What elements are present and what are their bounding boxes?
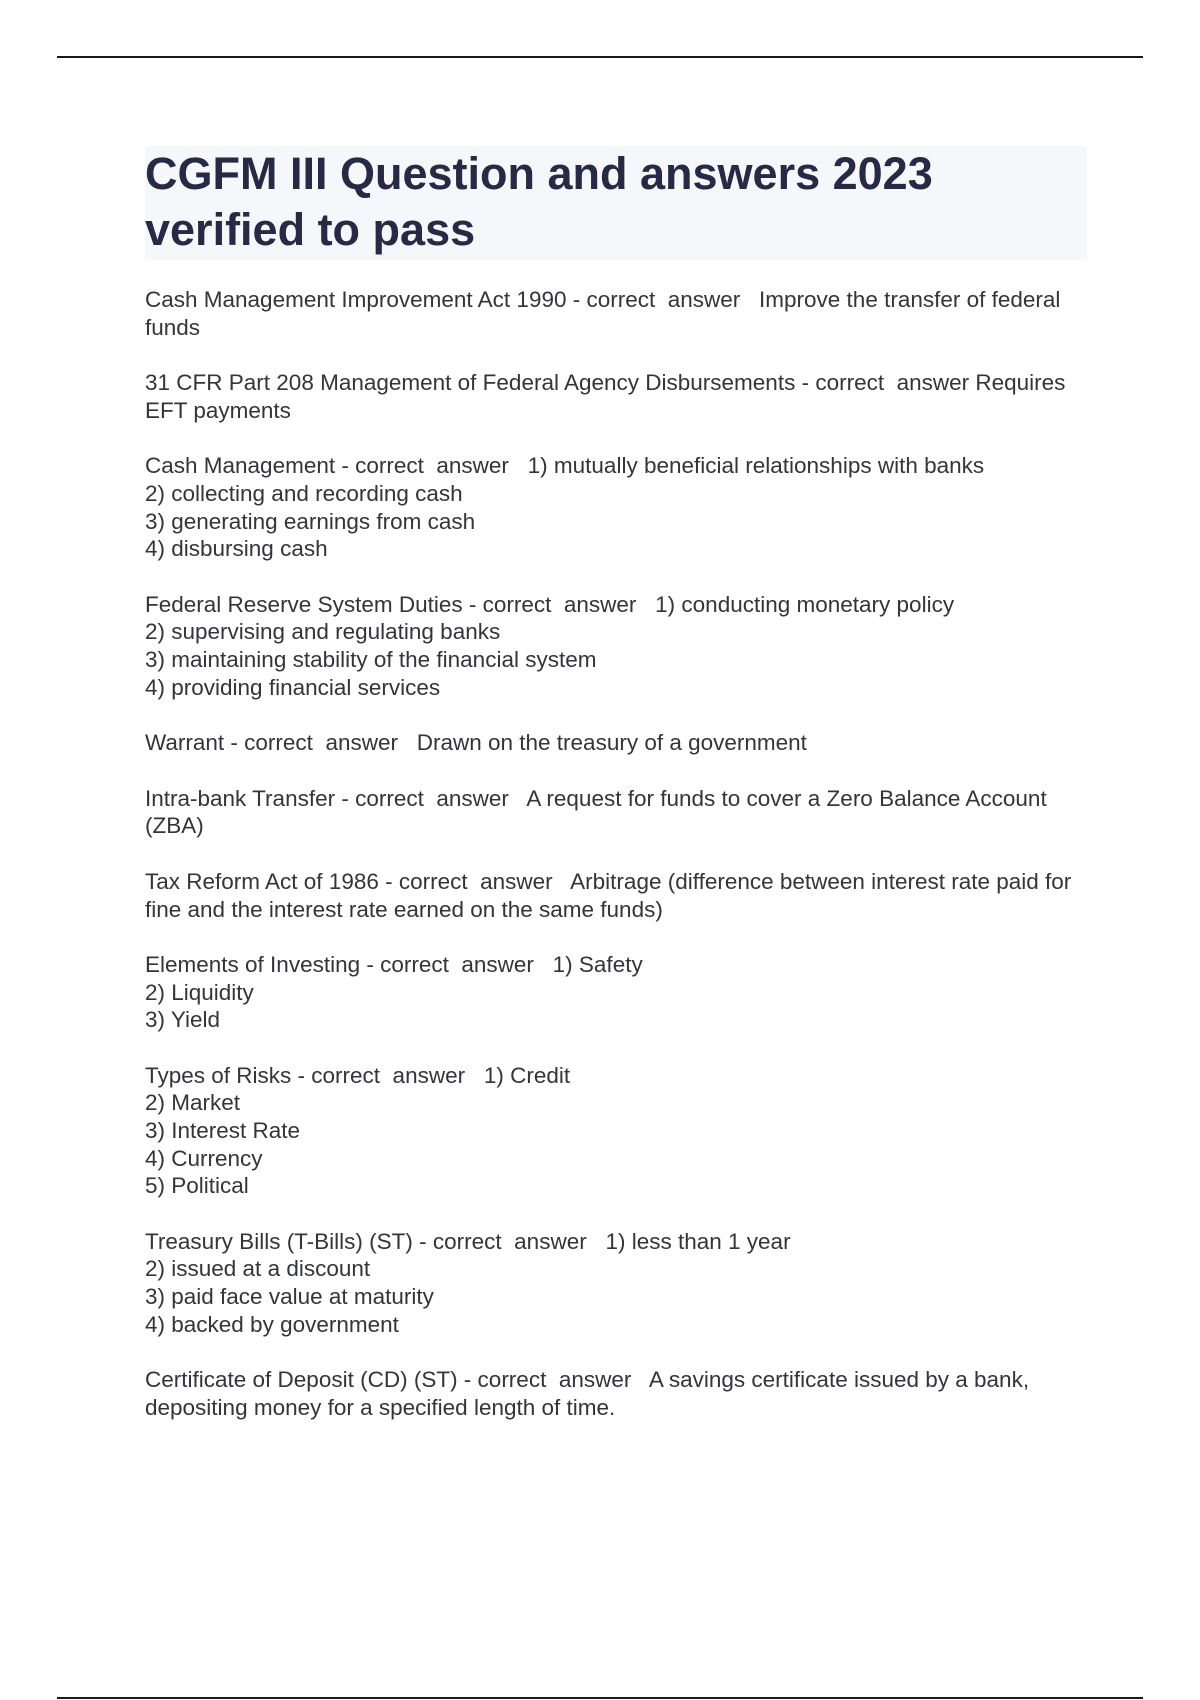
qa-entry	[145, 452, 1087, 562]
qa-question-answer: Treasury Bills (T-Bills) (ST) - correct answer 1) less than 1 year	[145, 1228, 791, 1254]
qa-entry	[145, 1228, 1087, 1338]
qa-question-answer: 31 CFR Part 208 Management of Federal Agency Disbursements - correct answer Requires EFT payments	[145, 370, 1072, 423]
qa-answer-item: 3) generating earnings from cash	[145, 508, 476, 534]
qa-entry	[145, 868, 1087, 923]
qa-question-answer: Tax Reform Act of 1986 - correct answer Arbitrage (difference between interest rate paid for fine and the interest rate earned on the same funds)	[145, 868, 1078, 922]
qa-question-answer: Types of Risks - correct answer 1) Credit	[145, 1062, 571, 1088]
qa-answer-item: 3) Yield	[145, 1007, 221, 1033]
qa-question-answer: Warrant - correct answer Drawn on the treasury of a government	[145, 730, 807, 756]
qa-question-answer: Cash Management Improvement Act 1990 - correct answer Improve the transfer of federal funds	[145, 287, 1067, 340]
title-block	[145, 146, 1087, 260]
qa-answer-item: 3) maintaining stability of the financial system	[145, 646, 597, 672]
qa-answer-item: 5) Political	[145, 1173, 249, 1199]
qa-answer-item: 4) disbursing cash	[145, 536, 328, 562]
qa-entry	[145, 369, 1087, 424]
qa-answer-item: 4) Currency	[145, 1145, 263, 1171]
header-rule	[57, 56, 1143, 58]
qa-entry	[145, 785, 1087, 840]
qa-question-answer: Elements of Investing - correct answer 1) Safety	[145, 952, 643, 978]
qa-answer-item: 3) paid face value at maturity	[145, 1284, 434, 1310]
qa-entry	[145, 286, 1087, 341]
document-body	[145, 146, 1087, 1449]
qa-question-answer: Cash Management - correct answer 1) mutually beneficial relationships with banks	[145, 453, 985, 479]
footer-rule	[57, 1697, 1143, 1699]
qa-answer-item: 2) supervising and regulating banks	[145, 619, 501, 645]
qa-question-answer: Certificate of Deposit (CD) (ST) - correct answer A savings certificate issued by a bank, depositing money for a specified length of time.	[145, 1367, 1036, 1420]
qa-entry	[145, 951, 1087, 1034]
qa-answer-item: 2) collecting and recording cash	[145, 480, 463, 506]
qa-answer-item: 4) backed by government	[145, 1311, 399, 1337]
qa-answer-item: 3) Interest Rate	[145, 1118, 301, 1144]
qa-entry	[145, 1366, 1087, 1421]
qa-list	[145, 286, 1087, 1421]
qa-answer-item: 4) providing financial services	[145, 674, 441, 700]
qa-answer-item: 2) Market	[145, 1090, 241, 1116]
qa-answer-item: 2) issued at a discount	[145, 1256, 371, 1282]
qa-question-answer: Intra-bank Transfer - correct answer A request for funds to cover a Zero Balance Account (ZBA)	[145, 785, 1053, 839]
qa-answer-item: 2) Liquidity	[145, 979, 254, 1005]
document-title: CGFM III Question and answers 2023 verified to pass	[145, 148, 933, 255]
qa-entry	[145, 1062, 1087, 1200]
qa-question-answer: Federal Reserve System Duties - correct answer 1) conducting monetary policy	[145, 591, 955, 617]
qa-entry	[145, 591, 1087, 701]
qa-entry	[145, 729, 1087, 757]
